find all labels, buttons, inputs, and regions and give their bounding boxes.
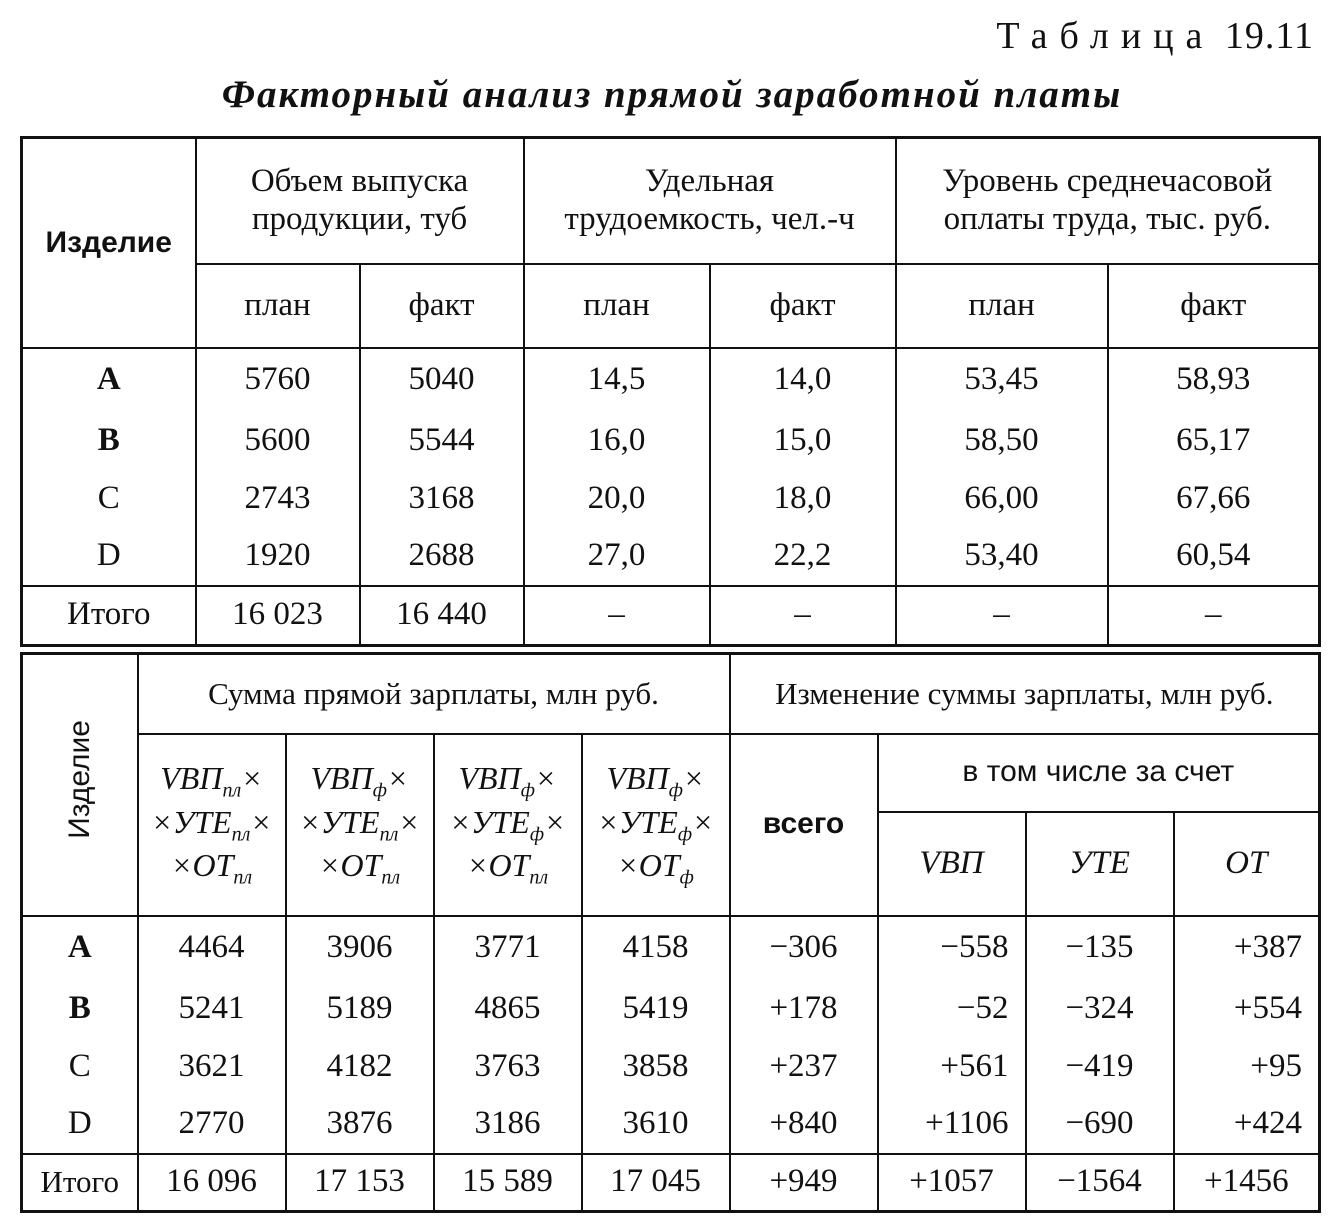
row-name: C bbox=[22, 470, 196, 528]
row-name: D bbox=[22, 1096, 138, 1154]
cell: +387 bbox=[1174, 916, 1320, 980]
header-product: Изделие bbox=[22, 654, 138, 916]
cell: 15 589 bbox=[434, 1154, 582, 1212]
cell: 66,00 bbox=[896, 470, 1108, 528]
cell: 3876 bbox=[286, 1096, 434, 1154]
header-product: Изделие bbox=[22, 138, 196, 348]
cell: 58,93 bbox=[1108, 348, 1320, 412]
subheader-fact: факт bbox=[360, 264, 524, 348]
cell: +949 bbox=[730, 1154, 878, 1212]
cell: 3186 bbox=[434, 1096, 582, 1154]
cell: −419 bbox=[1026, 1038, 1174, 1096]
cell: – bbox=[1108, 586, 1320, 646]
wage-table bbox=[20, 652, 1321, 1213]
cell: +561 bbox=[878, 1038, 1026, 1096]
cell: −324 bbox=[1026, 980, 1174, 1038]
row-name: A bbox=[22, 348, 196, 412]
cell: −52 bbox=[878, 980, 1026, 1038]
formula-3: $VВП_ф\times$ $\times УТЕ_ф\times$ $\times ОТ_{пл}$ bbox=[434, 734, 582, 916]
cell: 3763 bbox=[434, 1038, 582, 1096]
header-wage-sum: Сумма прямой зарплаты, млн руб. bbox=[138, 654, 730, 734]
subheader-plan: план bbox=[896, 264, 1108, 348]
subheader-plan: план bbox=[196, 264, 360, 348]
cell: 5241 bbox=[138, 980, 286, 1038]
total-label: Итого bbox=[22, 1154, 138, 1212]
cell: −690 bbox=[1026, 1096, 1174, 1154]
table-row bbox=[22, 348, 1320, 412]
table-caption bbox=[996, 14, 1314, 58]
cell: 3858 bbox=[582, 1038, 730, 1096]
header-including: в том числе за счет bbox=[878, 734, 1320, 812]
table-row bbox=[22, 916, 1320, 980]
cell: 4158 bbox=[582, 916, 730, 980]
cell: – bbox=[710, 586, 896, 646]
cell: −1564 bbox=[1026, 1154, 1174, 1212]
document-title: Факторный анализ прямой заработной платы bbox=[221, 73, 1123, 116]
table-row bbox=[22, 470, 1320, 528]
cell: 17 153 bbox=[286, 1154, 434, 1212]
caption-prefix: Таблица bbox=[996, 15, 1215, 57]
header-output-volume: Объем выпуска продукции, туб bbox=[196, 138, 524, 264]
cell: +554 bbox=[1174, 980, 1320, 1038]
table-row bbox=[22, 1038, 1320, 1096]
cell: – bbox=[896, 586, 1108, 646]
table-row bbox=[22, 528, 1320, 586]
cell: 5040 bbox=[360, 348, 524, 412]
production-table bbox=[20, 136, 1321, 647]
cell: 22,2 bbox=[710, 528, 896, 586]
cell: 5544 bbox=[360, 412, 524, 470]
cell: 2770 bbox=[138, 1096, 286, 1154]
row-name: A bbox=[22, 916, 138, 980]
cell: 60,54 bbox=[1108, 528, 1320, 586]
subheader-fact: факт bbox=[710, 264, 896, 348]
factor-labor: УТЕ bbox=[1026, 812, 1174, 916]
cell: +95 bbox=[1174, 1038, 1320, 1096]
formula-4: $VВП_ф\times$ $\times УТЕ_ф\times$ $\times ОТ_ф$ bbox=[582, 734, 730, 916]
cell: 3621 bbox=[138, 1038, 286, 1096]
cell: 2688 bbox=[360, 528, 524, 586]
subheader-fact: факт bbox=[1108, 264, 1320, 348]
cell: 14,0 bbox=[710, 348, 896, 412]
cell: 16 440 bbox=[360, 586, 524, 646]
cell: −558 bbox=[878, 916, 1026, 980]
cell: 2743 bbox=[196, 470, 360, 528]
cell: 3771 bbox=[434, 916, 582, 980]
cell: 15,0 bbox=[710, 412, 896, 470]
table-row bbox=[22, 1096, 1320, 1154]
cell: 27,0 bbox=[524, 528, 710, 586]
cell: +840 bbox=[730, 1096, 878, 1154]
total-row bbox=[22, 1154, 1320, 1212]
cell: +1456 bbox=[1174, 1154, 1320, 1212]
formula-2: $VВП_ф\times$ $\times УТЕ_{пл}\times$ $\times ОТ_{пл}$ bbox=[286, 734, 434, 916]
row-name: B bbox=[22, 980, 138, 1038]
cell: 5600 bbox=[196, 412, 360, 470]
cell: 5760 bbox=[196, 348, 360, 412]
cell: 16,0 bbox=[524, 412, 710, 470]
cell: 4464 bbox=[138, 916, 286, 980]
cell: 1920 bbox=[196, 528, 360, 586]
cell: −306 bbox=[730, 916, 878, 980]
cell: 4182 bbox=[286, 1038, 434, 1096]
cell: 16 023 bbox=[196, 586, 360, 646]
cell: 3906 bbox=[286, 916, 434, 980]
cell: 67,66 bbox=[1108, 470, 1320, 528]
cell: +1057 bbox=[878, 1154, 1026, 1212]
cell: 3168 bbox=[360, 470, 524, 528]
cell: +237 bbox=[730, 1038, 878, 1096]
formula-1: $VВП_{пл}\times$ $\times УТЕ_{пл}\times$ $\times ОТ_{пл}$ bbox=[138, 734, 286, 916]
factor-wage: ОТ bbox=[1174, 812, 1320, 916]
total-label: Итого bbox=[22, 586, 196, 646]
cell: 16 096 bbox=[138, 1154, 286, 1212]
cell: 58,50 bbox=[896, 412, 1108, 470]
total-row bbox=[22, 586, 1320, 646]
subheader-plan: план bbox=[524, 264, 710, 348]
cell: 5189 bbox=[286, 980, 434, 1038]
row-name: B bbox=[22, 412, 196, 470]
cell: 53,45 bbox=[896, 348, 1108, 412]
cell: 5419 bbox=[582, 980, 730, 1038]
cell: +1106 bbox=[878, 1096, 1026, 1154]
header-total-change: всего bbox=[730, 734, 878, 916]
cell: 4865 bbox=[434, 980, 582, 1038]
table-row bbox=[22, 980, 1320, 1038]
cell: – bbox=[524, 586, 710, 646]
header-labor-intensity: Удельная трудоемкость, чел.-ч bbox=[524, 138, 896, 264]
row-name: C bbox=[22, 1038, 138, 1096]
header-hourly-wage: Уровень среднечасовой оплаты труда, тыс. руб. bbox=[896, 138, 1320, 264]
cell: 20,0 bbox=[524, 470, 710, 528]
header-wage-change: Изменение суммы зарплаты, млн руб. bbox=[730, 654, 1320, 734]
cell: +178 bbox=[730, 980, 878, 1038]
table-row bbox=[22, 412, 1320, 470]
cell: 17 045 bbox=[582, 1154, 730, 1212]
caption-number: 19.11 bbox=[1224, 15, 1314, 57]
cell: 18,0 bbox=[710, 470, 896, 528]
row-name: D bbox=[22, 528, 196, 586]
cell: 65,17 bbox=[1108, 412, 1320, 470]
cell: 3610 bbox=[582, 1096, 730, 1154]
cell: 14,5 bbox=[524, 348, 710, 412]
cell: +424 bbox=[1174, 1096, 1320, 1154]
factor-volume: VВП bbox=[878, 812, 1026, 916]
cell: −135 bbox=[1026, 916, 1174, 980]
cell: 53,40 bbox=[896, 528, 1108, 586]
